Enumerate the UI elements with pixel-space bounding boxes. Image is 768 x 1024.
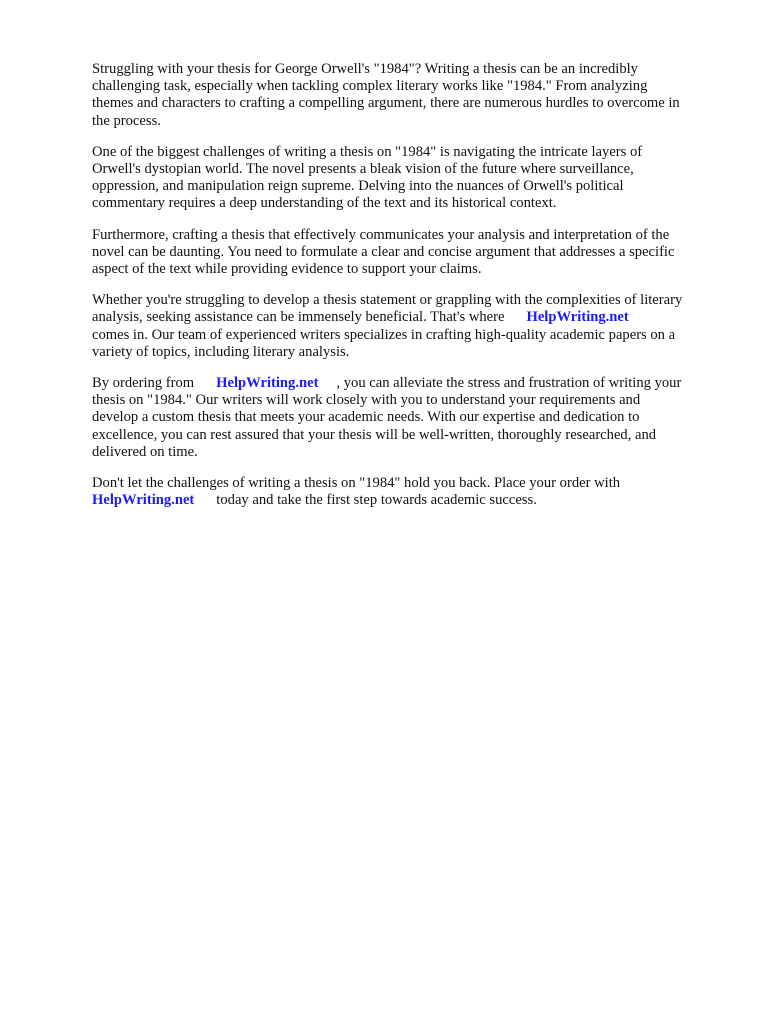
text-line: novel can be daunting. You need to formulate a clear and concise argument that addresses a specific — [92, 243, 675, 260]
text-line — [92, 309, 722, 326]
text-segment: today and take the first step towards academic success. — [216, 492, 537, 509]
paragraph-call-to-action — [92, 475, 722, 509]
text-line: the process. — [92, 112, 161, 129]
text-line — [92, 375, 722, 392]
helpwriting-link[interactable]: HelpWriting.net — [526, 309, 629, 326]
text-line: Don't let the challenges of writing a thesis on "1984" hold you back. Place your order with — [92, 475, 621, 492]
text-line: delivered on time. — [92, 443, 198, 460]
paragraph-challenges — [92, 144, 722, 213]
text-line: Struggling with your thesis for George Orwell's "1984"? Writing a thesis can be an incredibly — [92, 61, 638, 77]
text-line: comes in. Our team of experienced writers specializes in crafting high-quality academic papers on a — [92, 326, 676, 343]
text-line: develop a custom thesis that meets your academic needs. With our expertise and dedication to — [92, 409, 640, 426]
text-segment: By ordering from — [92, 375, 195, 392]
text-line: excellence, you can rest assured that your thesis will be well-written, thoroughly researched, and — [92, 426, 657, 443]
text-line: Whether you're struggling to develop a thesis statement or grappling with the complexities of literary — [92, 292, 683, 309]
text-line: commentary requires a deep understanding of the text and its historical context. — [92, 195, 557, 212]
text-line: aspect of the text while providing evidence to support your claims. — [92, 261, 482, 278]
text-line: oppression, and manipulation reign supreme. Delving into the nuances of Orwell's political — [92, 178, 624, 195]
text-line: thesis on "1984." Our writers will work closely with you to understand your requirements and — [92, 392, 641, 409]
text-line: challenging task, especially when tackling complex literary works like "1984." From analyzing — [92, 78, 648, 95]
paragraph-intro — [92, 61, 722, 130]
document-body — [92, 61, 722, 523]
text-segment: , you can alleviate the stress and frustration of writing your — [336, 375, 682, 392]
text-line: Orwell's dystopian world. The novel presents a bleak vision of the future where surveillance, — [92, 161, 634, 178]
paragraph-ordering — [92, 375, 722, 461]
helpwriting-link[interactable]: HelpWriting.net — [216, 375, 319, 392]
text-line: themes and characters to crafting a compelling argument, there are numerous hurdles to overcome in — [92, 95, 680, 112]
text-line: Furthermore, crafting a thesis that effectively communicates your analysis and interpretation of the — [92, 226, 670, 243]
text-line: One of the biggest challenges of writing a thesis on "1984" is navigating the intricate layers of — [92, 143, 643, 160]
helpwriting-link[interactable]: HelpWriting.net — [92, 492, 195, 509]
paragraph-assistance — [92, 292, 722, 361]
text-line: variety of topics, including literary analysis. — [92, 343, 350, 360]
text-segment: analysis, seeking assistance can be immensely beneficial. That's where — [92, 309, 505, 326]
text-line — [92, 492, 722, 509]
paragraph-crafting — [92, 227, 722, 279]
